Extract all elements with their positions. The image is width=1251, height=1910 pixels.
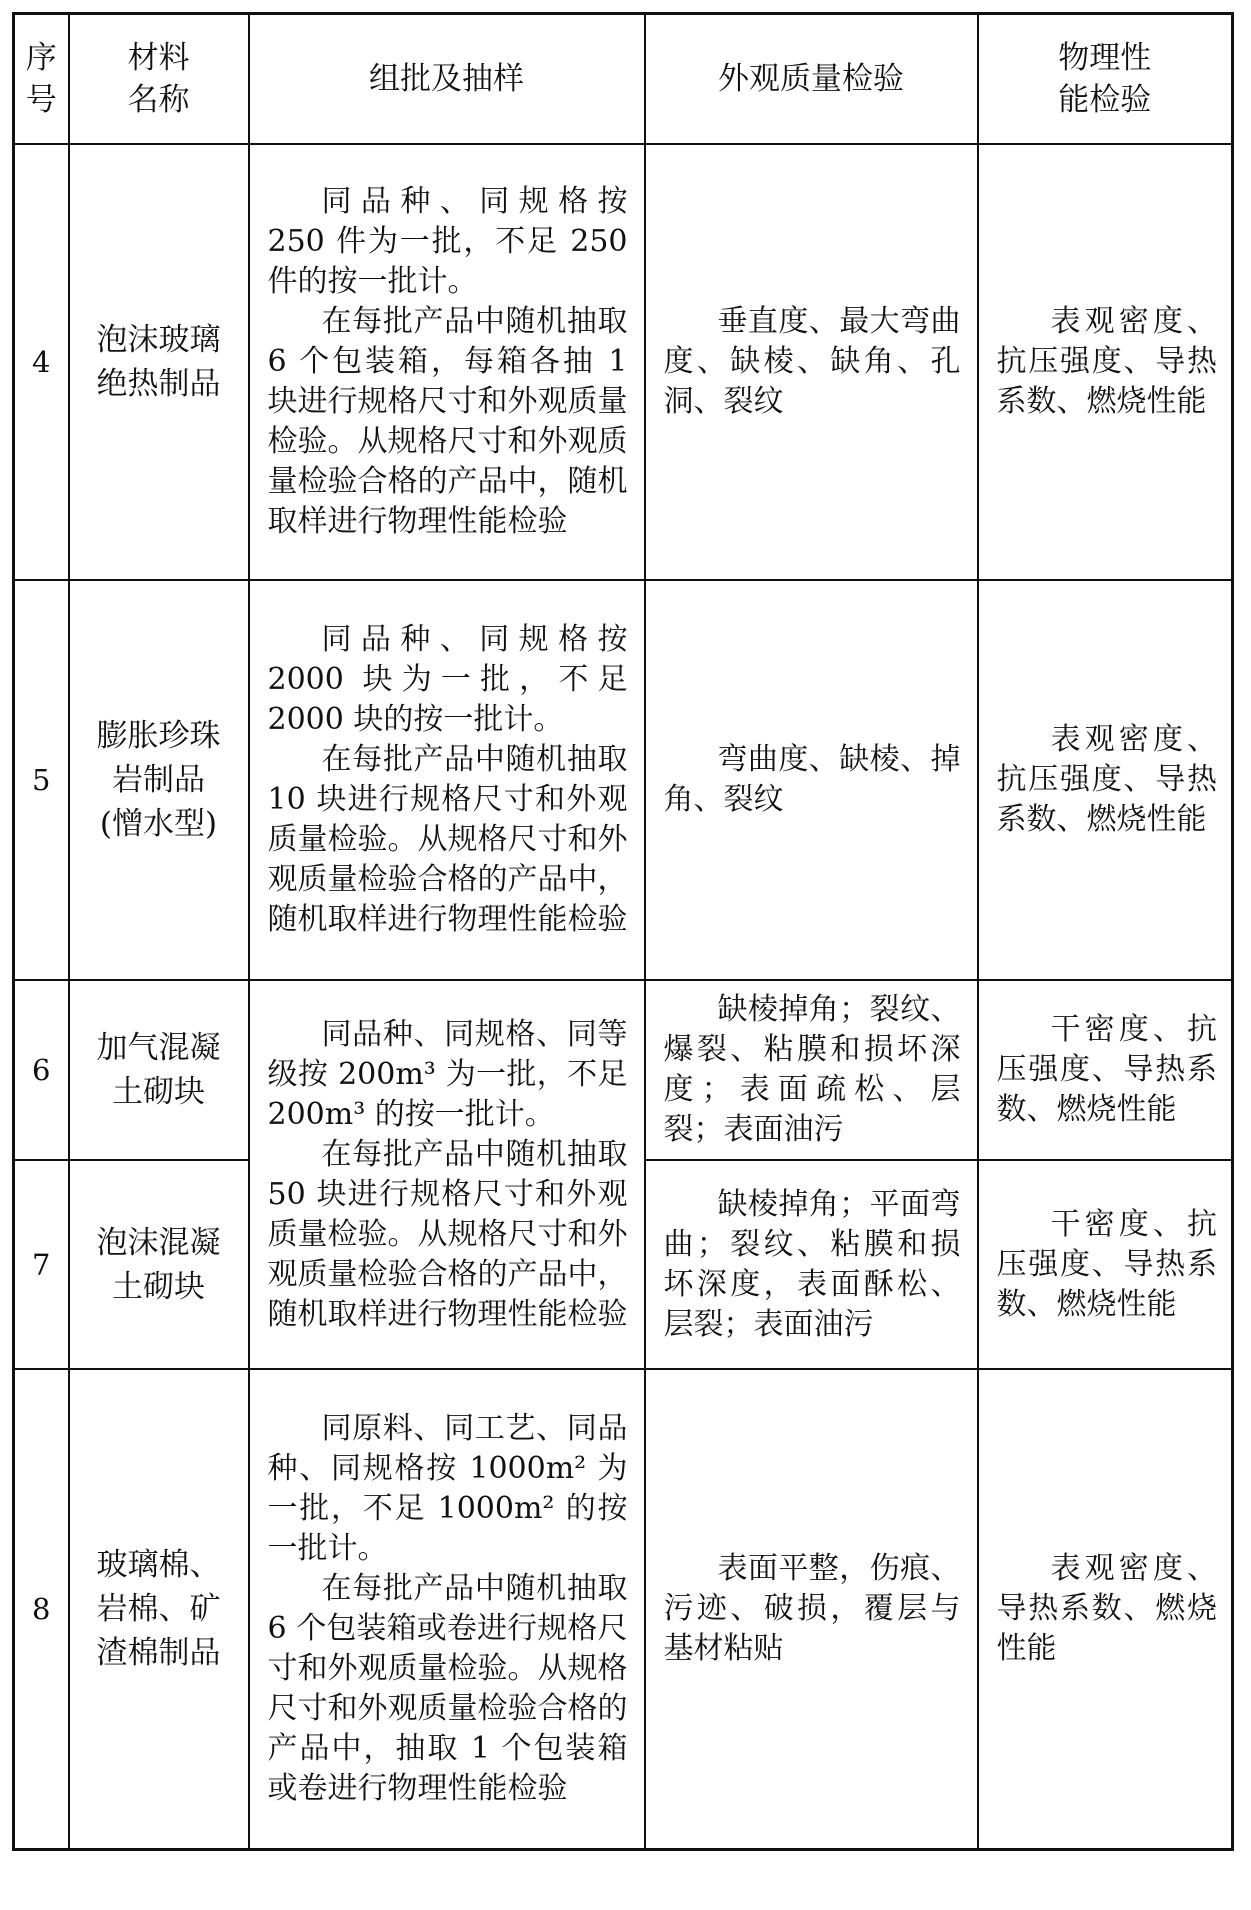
row-seq: 6 <box>14 980 69 1160</box>
header-physical-line2: 能检验 <box>1058 82 1152 118</box>
row-batch-sampling <box>249 580 645 980</box>
material-name-line: 玻璃棉、 <box>96 1547 221 1583</box>
appearance-text: 垂直度、最大弯曲度、缺棱、缺角、孔洞、裂纹 <box>663 304 961 419</box>
physical-text: 表观密度、导热系数、燃烧性能 <box>996 1551 1217 1666</box>
material-name-line: 渣棉制品 <box>96 1635 221 1671</box>
material-name-line: 岩制品 <box>112 762 205 798</box>
material-name-line: (憎水型) <box>99 806 218 842</box>
table-row <box>14 980 1233 1160</box>
batch-paragraph: 在每批产品中随机抽取 10 块进行规格尺寸和外观质量检验。从规格尺寸和外观质量检验合格的产品中，随机取样进行物理性能检验 <box>267 742 628 937</box>
material-name-line: 泡沫混凝 <box>96 1224 221 1261</box>
row-seq: 7 <box>14 1160 69 1369</box>
batch-paragraph: 同原料、同工艺、同品种、同规格按 1000m² 为一批，不足 1000m² 的按一批计。 <box>267 1411 628 1566</box>
physical-text: 表观密度、抗压强度、导热系数、燃烧性能 <box>996 304 1217 419</box>
header-name <box>69 14 249 145</box>
appearance-text: 表面平整，伤痕、污迹、破损，覆层与基材粘贴 <box>663 1551 961 1666</box>
batch-paragraph: 在每批产品中随机抽取 6 个包装箱或卷进行规格尺寸和外观质量检验。从规格尺寸和外观质量检验合格的产品中，抽取 1 个包装箱或卷进行物理性能检验 <box>267 1571 628 1806</box>
row-material-name <box>69 1160 249 1369</box>
inspection-table <box>12 12 1234 1851</box>
row-appearance <box>645 980 978 1160</box>
physical-text: 干密度、抗压强度、导热系数、燃烧性能 <box>996 1012 1217 1127</box>
table-row <box>14 144 1233 580</box>
row-material-name <box>69 144 249 580</box>
header-seq <box>14 14 69 145</box>
row-physical <box>978 580 1233 980</box>
header-row <box>14 14 1233 145</box>
row-seq: 4 <box>14 144 69 580</box>
row-material-name <box>69 1369 249 1850</box>
row-physical <box>978 144 1233 580</box>
header-appearance: 外观质量检验 <box>645 14 978 145</box>
appearance-text: 弯曲度、缺棱、掉角、裂纹 <box>663 742 961 817</box>
physical-text: 干密度、抗压强度、导热系数、燃烧性能 <box>996 1206 1217 1322</box>
header-seq-line2: 号 <box>25 82 57 118</box>
material-name-line: 膨胀珍珠 <box>96 718 221 754</box>
header-physical <box>978 14 1233 145</box>
row-seq: 8 <box>14 1369 69 1850</box>
material-name-line: 岩棉、矿 <box>96 1591 221 1627</box>
row-batch-sampling <box>249 144 645 580</box>
table-row <box>14 1369 1233 1850</box>
row-physical <box>978 980 1233 1160</box>
batch-paragraph: 在每批产品中随机抽取 6 个包装箱，每箱各抽 1 块进行规格尺寸和外观质量检验。从规格尺寸和外观质量检验合格的产品中，随机取样进行物理性能检验 <box>267 304 628 539</box>
appearance-text: 缺棱掉角；裂纹、爆裂、粘膜和损坏深度；表面疏松、层裂；表面油污 <box>663 992 961 1147</box>
row-material-name <box>69 980 249 1160</box>
physical-text: 表观密度、抗压强度、导热系数、燃烧性能 <box>996 722 1217 837</box>
material-name-line: 加气混凝 <box>96 1030 221 1066</box>
row-seq: 5 <box>14 580 69 980</box>
row-appearance <box>645 1369 978 1850</box>
row-material-name <box>69 580 249 980</box>
batch-paragraph: 在每批产品中随机抽取 50 块进行规格尺寸和外观质量检验。从规格尺寸和外观质量检验合格的产品中，随机取样进行物理性能检验 <box>267 1136 628 1332</box>
row-appearance <box>645 580 978 980</box>
row-batch-sampling-shared <box>249 980 645 1369</box>
batch-paragraph: 同品种、同规格按 2000 块为一批，不足 2000 块的按一批计。 <box>267 622 628 737</box>
header-name-line1: 材料 <box>127 40 190 76</box>
material-name-line: 泡沫玻璃 <box>96 322 221 358</box>
row-physical <box>978 1160 1233 1369</box>
header-name-line2: 名称 <box>127 82 190 118</box>
header-batch: 组批及抽样 <box>249 14 645 145</box>
row-appearance <box>645 144 978 580</box>
batch-paragraph: 同品种、同规格、同等级按 200m³ 为一批，不足 200m³ 的按一批计。 <box>267 1016 628 1132</box>
material-name-line: 土砌块 <box>112 1074 205 1110</box>
header-seq-line1: 序 <box>25 40 57 76</box>
appearance-text: 缺棱掉角；平面弯曲；裂纹、粘膜和损坏深度，表面酥松、层裂；表面油污 <box>663 1186 961 1342</box>
row-appearance <box>645 1160 978 1369</box>
batch-paragraph: 同品种、同规格按 250 件为一批，不足 250 件的按一批计。 <box>267 184 628 299</box>
row-batch-sampling <box>249 1369 645 1850</box>
material-name-line: 绝热制品 <box>96 366 221 402</box>
header-physical-line1: 物理性 <box>1058 40 1152 76</box>
table-row <box>14 580 1233 980</box>
material-name-line: 土砌块 <box>112 1268 205 1305</box>
row-physical <box>978 1369 1233 1850</box>
